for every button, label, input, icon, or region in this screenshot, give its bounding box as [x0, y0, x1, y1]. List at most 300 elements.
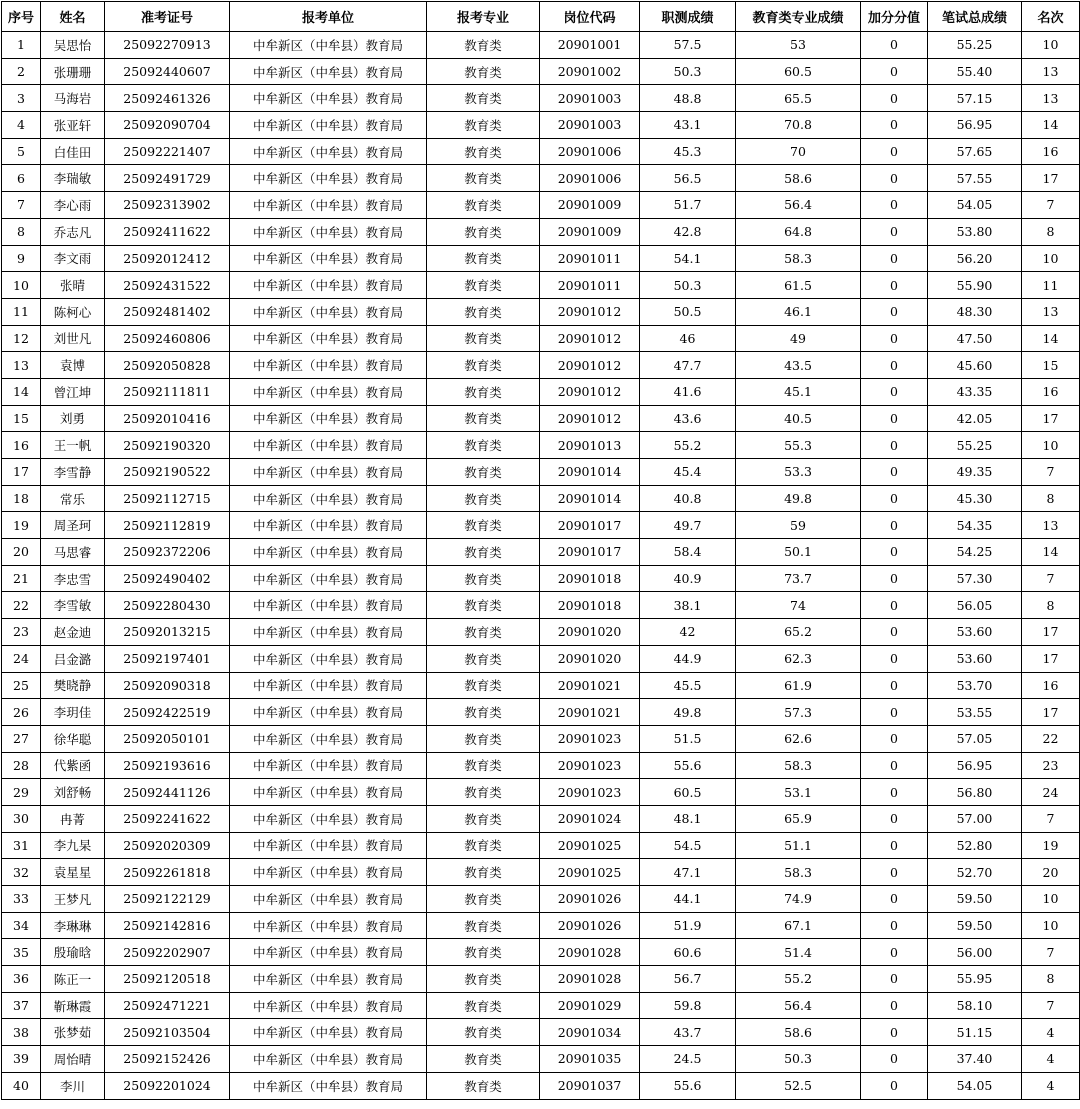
cell-position-code: 20901014	[540, 459, 640, 486]
cell-ticket-number: 25092090704	[105, 112, 230, 139]
cell-total-score: 49.35	[928, 459, 1022, 486]
cell-position-code: 20901001	[540, 32, 640, 59]
table-row	[2, 752, 1080, 779]
cell-bonus-points: 0	[861, 512, 928, 539]
table-row	[2, 298, 1080, 325]
cell-education-score: 56.4	[736, 192, 861, 219]
header-cell-aptitude-score: 职测成绩	[640, 2, 736, 32]
cell-bonus-points: 0	[861, 966, 928, 993]
cell-major: 教育类	[427, 378, 540, 405]
cell-education-score: 52.5	[736, 1072, 861, 1099]
cell-name: 袁博	[41, 352, 105, 379]
cell-total-score: 52.80	[928, 832, 1022, 859]
cell-aptitude-score: 51.9	[640, 912, 736, 939]
cell-aptitude-score: 45.4	[640, 459, 736, 486]
table-row	[2, 352, 1080, 379]
cell-rank: 14	[1022, 325, 1080, 352]
cell-bonus-points: 0	[861, 432, 928, 459]
cell-aptitude-score: 38.1	[640, 592, 736, 619]
cell-position-code: 20901009	[540, 218, 640, 245]
cell-name: 殷瑜晗	[41, 939, 105, 966]
cell-bonus-points: 0	[861, 58, 928, 85]
table-row	[2, 592, 1080, 619]
header-cell-education-score: 教育类专业成绩	[736, 2, 861, 32]
cell-index: 9	[2, 245, 41, 272]
cell-aptitude-score: 56.7	[640, 966, 736, 993]
cell-name: 陈柯心	[41, 298, 105, 325]
cell-employer: 中牟新区（中牟县）教育局	[230, 859, 427, 886]
header-cell-position-code: 岗位代码	[540, 2, 640, 32]
cell-position-code: 20901018	[540, 592, 640, 619]
cell-education-score: 58.6	[736, 165, 861, 192]
cell-ticket-number: 25092122129	[105, 886, 230, 913]
cell-aptitude-score: 59.8	[640, 992, 736, 1019]
cell-bonus-points: 0	[861, 912, 928, 939]
cell-aptitude-score: 43.1	[640, 112, 736, 139]
cell-bonus-points: 0	[861, 645, 928, 672]
cell-position-code: 20901012	[540, 325, 640, 352]
cell-bonus-points: 0	[861, 218, 928, 245]
cell-major: 教育类	[427, 325, 540, 352]
cell-ticket-number: 25092202907	[105, 939, 230, 966]
cell-ticket-number: 25092313902	[105, 192, 230, 219]
cell-total-score: 53.60	[928, 619, 1022, 646]
cell-rank: 23	[1022, 752, 1080, 779]
cell-ticket-number: 25092461326	[105, 85, 230, 112]
cell-ticket-number: 25092422519	[105, 699, 230, 726]
cell-employer: 中牟新区（中牟县）教育局	[230, 112, 427, 139]
cell-position-code: 20901023	[540, 779, 640, 806]
cell-rank: 15	[1022, 352, 1080, 379]
cell-index: 39	[2, 1046, 41, 1073]
header-cell-total-score: 笔试总成绩	[928, 2, 1022, 32]
cell-ticket-number: 25092050101	[105, 725, 230, 752]
cell-position-code: 20901025	[540, 859, 640, 886]
table-row	[2, 432, 1080, 459]
cell-employer: 中牟新区（中牟县）教育局	[230, 672, 427, 699]
cell-ticket-number: 25092411622	[105, 218, 230, 245]
table-row	[2, 165, 1080, 192]
cell-ticket-number: 25092372206	[105, 539, 230, 566]
cell-total-score: 51.15	[928, 1019, 1022, 1046]
cell-index: 29	[2, 779, 41, 806]
cell-total-score: 52.70	[928, 859, 1022, 886]
cell-employer: 中牟新区（中牟县）教育局	[230, 85, 427, 112]
cell-position-code: 20901012	[540, 378, 640, 405]
cell-total-score: 55.25	[928, 32, 1022, 59]
cell-total-score: 53.55	[928, 699, 1022, 726]
cell-major: 教育类	[427, 298, 540, 325]
cell-index: 3	[2, 85, 41, 112]
cell-major: 教育类	[427, 1072, 540, 1099]
header-cell-bonus-points: 加分分值	[861, 2, 928, 32]
cell-major: 教育类	[427, 138, 540, 165]
cell-employer: 中牟新区（中牟县）教育局	[230, 32, 427, 59]
cell-major: 教育类	[427, 725, 540, 752]
cell-total-score: 57.15	[928, 85, 1022, 112]
cell-position-code: 20901028	[540, 939, 640, 966]
cell-name: 刘勇	[41, 405, 105, 432]
cell-employer: 中牟新区（中牟县）教育局	[230, 832, 427, 859]
cell-total-score: 54.35	[928, 512, 1022, 539]
cell-position-code: 20901020	[540, 645, 640, 672]
cell-name: 袁星星	[41, 859, 105, 886]
cell-major: 教育类	[427, 699, 540, 726]
cell-name: 白佳田	[41, 138, 105, 165]
cell-bonus-points: 0	[861, 1019, 928, 1046]
cell-position-code: 20901029	[540, 992, 640, 1019]
cell-rank: 17	[1022, 165, 1080, 192]
cell-total-score: 55.25	[928, 432, 1022, 459]
cell-ticket-number: 25092193616	[105, 752, 230, 779]
cell-bonus-points: 0	[861, 85, 928, 112]
cell-bonus-points: 0	[861, 112, 928, 139]
cell-name: 刘世凡	[41, 325, 105, 352]
header-cell-major: 报考专业	[427, 2, 540, 32]
cell-education-score: 70.8	[736, 112, 861, 139]
cell-name: 靳琳霞	[41, 992, 105, 1019]
cell-position-code: 20901009	[540, 192, 640, 219]
table-row	[2, 378, 1080, 405]
cell-name: 李心雨	[41, 192, 105, 219]
cell-education-score: 53	[736, 32, 861, 59]
cell-bonus-points: 0	[861, 619, 928, 646]
cell-name: 李忠雪	[41, 565, 105, 592]
cell-employer: 中牟新区（中牟县）教育局	[230, 272, 427, 299]
cell-bonus-points: 0	[861, 832, 928, 859]
cell-major: 教育类	[427, 886, 540, 913]
cell-ticket-number: 25092112819	[105, 512, 230, 539]
cell-rank: 19	[1022, 832, 1080, 859]
cell-bonus-points: 0	[861, 859, 928, 886]
cell-employer: 中牟新区（中牟县）教育局	[230, 485, 427, 512]
cell-total-score: 53.60	[928, 645, 1022, 672]
cell-index: 2	[2, 58, 41, 85]
cell-aptitude-score: 51.5	[640, 725, 736, 752]
cell-rank: 10	[1022, 432, 1080, 459]
cell-major: 教育类	[427, 645, 540, 672]
cell-position-code: 20901023	[540, 752, 640, 779]
cell-major: 教育类	[427, 1046, 540, 1073]
cell-aptitude-score: 24.5	[640, 1046, 736, 1073]
cell-major: 教育类	[427, 459, 540, 486]
cell-rank: 17	[1022, 699, 1080, 726]
header-cell-name: 姓名	[41, 2, 105, 32]
cell-major: 教育类	[427, 58, 540, 85]
cell-index: 7	[2, 192, 41, 219]
cell-major: 教育类	[427, 85, 540, 112]
cell-name: 周圣珂	[41, 512, 105, 539]
cell-name: 李九杲	[41, 832, 105, 859]
cell-index: 23	[2, 619, 41, 646]
cell-position-code: 20901021	[540, 699, 640, 726]
cell-index: 33	[2, 886, 41, 913]
cell-ticket-number: 25092103504	[105, 1019, 230, 1046]
cell-aptitude-score: 43.6	[640, 405, 736, 432]
table-row	[2, 805, 1080, 832]
cell-major: 教育类	[427, 565, 540, 592]
table-row	[2, 1046, 1080, 1073]
cell-education-score: 46.1	[736, 298, 861, 325]
table-row	[2, 459, 1080, 486]
cell-ticket-number: 25092491729	[105, 165, 230, 192]
cell-education-score: 60.5	[736, 58, 861, 85]
cell-education-score: 74.9	[736, 886, 861, 913]
cell-education-score: 70	[736, 138, 861, 165]
cell-position-code: 20901023	[540, 725, 640, 752]
table-row	[2, 699, 1080, 726]
cell-major: 教育类	[427, 832, 540, 859]
cell-rank: 8	[1022, 485, 1080, 512]
cell-index: 4	[2, 112, 41, 139]
cell-index: 30	[2, 805, 41, 832]
cell-bonus-points: 0	[861, 1046, 928, 1073]
table-row	[2, 539, 1080, 566]
cell-rank: 11	[1022, 272, 1080, 299]
cell-bonus-points: 0	[861, 1072, 928, 1099]
cell-name: 马海岩	[41, 85, 105, 112]
cell-position-code: 20901014	[540, 485, 640, 512]
cell-index: 31	[2, 832, 41, 859]
cell-index: 16	[2, 432, 41, 459]
cell-total-score: 53.70	[928, 672, 1022, 699]
cell-name: 乔志凡	[41, 218, 105, 245]
cell-education-score: 53.1	[736, 779, 861, 806]
cell-position-code: 20901006	[540, 138, 640, 165]
cell-aptitude-score: 50.3	[640, 58, 736, 85]
cell-total-score: 57.30	[928, 565, 1022, 592]
header-cell-rank: 名次	[1022, 2, 1080, 32]
cell-education-score: 64.8	[736, 218, 861, 245]
cell-rank: 10	[1022, 886, 1080, 913]
cell-name: 周怡晴	[41, 1046, 105, 1073]
cell-rank: 17	[1022, 619, 1080, 646]
cell-total-score: 56.05	[928, 592, 1022, 619]
cell-position-code: 20901012	[540, 352, 640, 379]
table-row	[2, 192, 1080, 219]
cell-total-score: 47.50	[928, 325, 1022, 352]
table-row	[2, 512, 1080, 539]
cell-name: 李川	[41, 1072, 105, 1099]
header-cell-employer: 报考单位	[230, 2, 427, 32]
cell-name: 李雪敏	[41, 592, 105, 619]
cell-education-score: 58.6	[736, 1019, 861, 1046]
cell-ticket-number: 25092197401	[105, 645, 230, 672]
cell-aptitude-score: 57.5	[640, 32, 736, 59]
cell-education-score: 53.3	[736, 459, 861, 486]
cell-position-code: 20901034	[540, 1019, 640, 1046]
cell-aptitude-score: 51.7	[640, 192, 736, 219]
cell-name: 李雪静	[41, 459, 105, 486]
cell-bonus-points: 0	[861, 992, 928, 1019]
cell-employer: 中牟新区（中牟县）教育局	[230, 512, 427, 539]
cell-education-score: 58.3	[736, 245, 861, 272]
table-row	[2, 725, 1080, 752]
cell-education-score: 55.2	[736, 966, 861, 993]
cell-position-code: 20901012	[540, 298, 640, 325]
header-cell-ticket-number: 准考证号	[105, 2, 230, 32]
cell-total-score: 57.55	[928, 165, 1022, 192]
cell-rank: 8	[1022, 592, 1080, 619]
cell-index: 27	[2, 725, 41, 752]
cell-name: 张珊珊	[41, 58, 105, 85]
cell-name: 代紫函	[41, 752, 105, 779]
cell-aptitude-score: 60.5	[640, 779, 736, 806]
cell-total-score: 42.05	[928, 405, 1022, 432]
table-row	[2, 485, 1080, 512]
table-row	[2, 565, 1080, 592]
cell-total-score: 45.30	[928, 485, 1022, 512]
cell-ticket-number: 25092013215	[105, 619, 230, 646]
cell-index: 5	[2, 138, 41, 165]
cell-name: 樊晓静	[41, 672, 105, 699]
cell-position-code: 20901025	[540, 832, 640, 859]
cell-rank: 13	[1022, 512, 1080, 539]
cell-index: 18	[2, 485, 41, 512]
cell-bonus-points: 0	[861, 939, 928, 966]
cell-position-code: 20901021	[540, 672, 640, 699]
cell-total-score: 56.80	[928, 779, 1022, 806]
cell-name: 马思睿	[41, 539, 105, 566]
cell-rank: 4	[1022, 1072, 1080, 1099]
cell-name: 刘舒畅	[41, 779, 105, 806]
cell-position-code: 20901026	[540, 912, 640, 939]
cell-bonus-points: 0	[861, 165, 928, 192]
cell-total-score: 55.90	[928, 272, 1022, 299]
cell-aptitude-score: 41.6	[640, 378, 736, 405]
cell-name: 李文雨	[41, 245, 105, 272]
cell-education-score: 58.3	[736, 752, 861, 779]
cell-bonus-points: 0	[861, 672, 928, 699]
cell-bonus-points: 0	[861, 886, 928, 913]
cell-rank: 14	[1022, 112, 1080, 139]
cell-ticket-number: 25092112715	[105, 485, 230, 512]
cell-major: 教育类	[427, 912, 540, 939]
table-row	[2, 645, 1080, 672]
cell-major: 教育类	[427, 779, 540, 806]
cell-major: 教育类	[427, 432, 540, 459]
cell-ticket-number: 25092050828	[105, 352, 230, 379]
cell-total-score: 45.60	[928, 352, 1022, 379]
cell-total-score: 57.05	[928, 725, 1022, 752]
cell-ticket-number: 25092190522	[105, 459, 230, 486]
cell-employer: 中牟新区（中牟县）教育局	[230, 805, 427, 832]
table-row	[2, 619, 1080, 646]
cell-employer: 中牟新区（中牟县）教育局	[230, 592, 427, 619]
cell-name: 吴思怡	[41, 32, 105, 59]
cell-ticket-number: 25092471221	[105, 992, 230, 1019]
table-row	[2, 1072, 1080, 1099]
cell-employer: 中牟新区（中牟县）教育局	[230, 886, 427, 913]
cell-name: 李玥佳	[41, 699, 105, 726]
cell-name: 曾江坤	[41, 378, 105, 405]
cell-major: 教育类	[427, 352, 540, 379]
cell-bonus-points: 0	[861, 32, 928, 59]
cell-name: 张亚轩	[41, 112, 105, 139]
cell-major: 教育类	[427, 272, 540, 299]
cell-index: 11	[2, 298, 41, 325]
cell-employer: 中牟新区（中牟县）教育局	[230, 939, 427, 966]
cell-ticket-number: 25092142816	[105, 912, 230, 939]
cell-position-code: 20901028	[540, 966, 640, 993]
cell-ticket-number: 25092111811	[105, 378, 230, 405]
cell-total-score: 59.50	[928, 886, 1022, 913]
table-row	[2, 939, 1080, 966]
cell-ticket-number: 25092431522	[105, 272, 230, 299]
cell-employer: 中牟新区（中牟县）教育局	[230, 352, 427, 379]
cell-aptitude-score: 42	[640, 619, 736, 646]
cell-ticket-number: 25092012412	[105, 245, 230, 272]
table-body	[2, 32, 1080, 1100]
cell-major: 教育类	[427, 619, 540, 646]
cell-aptitude-score: 54.1	[640, 245, 736, 272]
cell-employer: 中牟新区（中牟县）教育局	[230, 725, 427, 752]
cell-bonus-points: 0	[861, 752, 928, 779]
cell-index: 20	[2, 539, 41, 566]
cell-employer: 中牟新区（中牟县）教育局	[230, 539, 427, 566]
cell-major: 教育类	[427, 165, 540, 192]
cell-rank: 16	[1022, 138, 1080, 165]
cell-education-score: 50.3	[736, 1046, 861, 1073]
cell-index: 28	[2, 752, 41, 779]
cell-index: 24	[2, 645, 41, 672]
table-row	[2, 405, 1080, 432]
cell-aptitude-score: 44.1	[640, 886, 736, 913]
cell-rank: 4	[1022, 1046, 1080, 1073]
cell-employer: 中牟新区（中牟县）教育局	[230, 405, 427, 432]
cell-index: 15	[2, 405, 41, 432]
cell-major: 教育类	[427, 672, 540, 699]
cell-aptitude-score: 48.1	[640, 805, 736, 832]
cell-education-score: 61.9	[736, 672, 861, 699]
cell-total-score: 58.10	[928, 992, 1022, 1019]
cell-ticket-number: 25092241622	[105, 805, 230, 832]
cell-total-score: 37.40	[928, 1046, 1022, 1073]
cell-position-code: 20901017	[540, 512, 640, 539]
cell-rank: 10	[1022, 912, 1080, 939]
cell-aptitude-score: 45.3	[640, 138, 736, 165]
cell-name: 赵金迪	[41, 619, 105, 646]
cell-name: 常乐	[41, 485, 105, 512]
cell-total-score: 48.30	[928, 298, 1022, 325]
cell-position-code: 20901003	[540, 85, 640, 112]
cell-aptitude-score: 48.8	[640, 85, 736, 112]
cell-bonus-points: 0	[861, 779, 928, 806]
cell-employer: 中牟新区（中牟县）教育局	[230, 298, 427, 325]
cell-employer: 中牟新区（中牟县）教育局	[230, 325, 427, 352]
cell-index: 8	[2, 218, 41, 245]
cell-major: 教育类	[427, 939, 540, 966]
cell-rank: 7	[1022, 565, 1080, 592]
cell-rank: 13	[1022, 85, 1080, 112]
cell-ticket-number: 25092270913	[105, 32, 230, 59]
cell-rank: 7	[1022, 459, 1080, 486]
cell-position-code: 20901011	[540, 245, 640, 272]
cell-aptitude-score: 44.9	[640, 645, 736, 672]
cell-name: 李瑞敏	[41, 165, 105, 192]
cell-index: 14	[2, 378, 41, 405]
cell-employer: 中牟新区（中牟县）教育局	[230, 138, 427, 165]
cell-education-score: 50.1	[736, 539, 861, 566]
cell-index: 36	[2, 966, 41, 993]
cell-major: 教育类	[427, 218, 540, 245]
cell-ticket-number: 25092481402	[105, 298, 230, 325]
cell-major: 教育类	[427, 192, 540, 219]
cell-major: 教育类	[427, 539, 540, 566]
table-row	[2, 672, 1080, 699]
cell-bonus-points: 0	[861, 592, 928, 619]
cell-ticket-number: 25092190320	[105, 432, 230, 459]
